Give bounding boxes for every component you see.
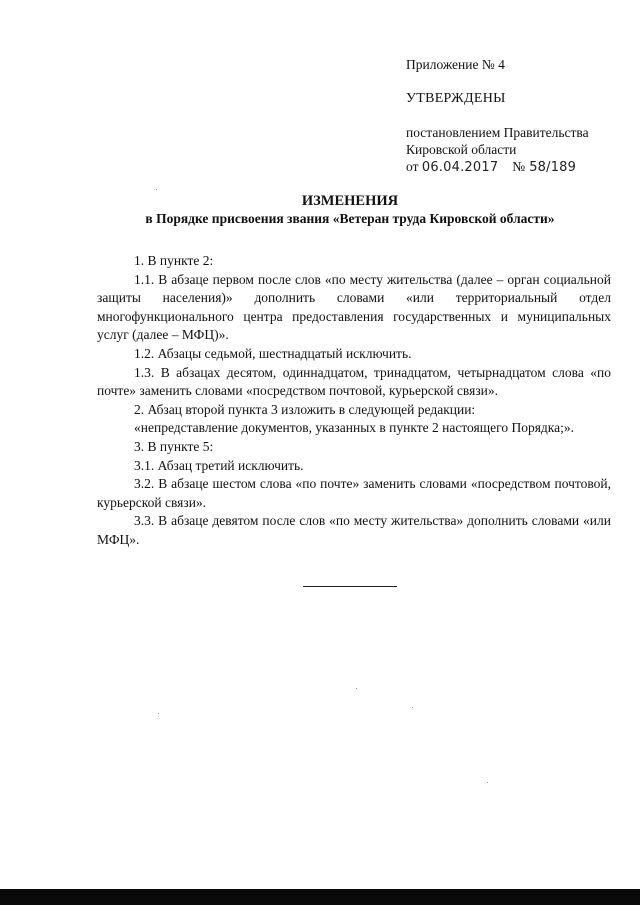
document-body	[97, 252, 611, 550]
document-subtitle: в Порядке присвоения звания «Ветеран труда Кировской области»	[145, 211, 555, 226]
end-divider	[303, 586, 397, 587]
paragraph: 1.2. Абзацы седьмой, шестнадцатый исключить.	[134, 345, 412, 361]
paragraph: 1.1. В абзаце первом после слов «по месту жительства (далее – орган социальной защиты населения)» дополнить словами «или территориальный отдел многофункционального центра предоставления государственных и муниципальных услуг (далее – МФЦ)».	[97, 271, 611, 343]
approved-by-line-1: постановлением Правительства	[406, 125, 589, 140]
paragraph: 3. В пункте 5:	[134, 438, 214, 454]
scan-speck	[356, 688, 357, 689]
approved-label: УТВЕРЖДЕНЫ	[406, 91, 506, 106]
paragraph: 2. Абзац второй пункта 3 изложить в следующей редакции:	[134, 401, 476, 417]
paragraph: «непредставление документов, указанных в пункте 2 настоящего Порядка;».	[134, 420, 575, 436]
scan-speck	[412, 707, 413, 708]
scan-speck	[156, 189, 157, 190]
number-sign: №	[512, 159, 526, 174]
paragraph: 3.1. Абзац третий исключить.	[134, 457, 304, 473]
paragraph: 3.3. В абзаце девятом после слов «по месту жительства» дополнить словами «или МФЦ».	[97, 513, 611, 547]
scan-bottom-edge	[0, 889, 640, 905]
date-prefix: от	[406, 159, 419, 174]
handwritten-date: 06.04.2017	[421, 160, 499, 175]
paragraph: 1.3. В абзацах десятом, одиннадцатом, тринадцатом, четырнадцатом слова «по почте» заменить словами «посредством почтовой, курьерской связи».	[97, 364, 611, 399]
document-title: ИЗМЕНЕНИЯ	[301, 193, 399, 209]
scan-speck	[487, 782, 488, 783]
paragraph: 3.2. В абзаце шестом слова «по почте» заменить словами «посредством почтовой, курьерской связи».	[97, 476, 611, 510]
scan-speck	[158, 713, 159, 714]
date-line	[406, 158, 626, 176]
approval-block	[406, 56, 626, 176]
approved-by-line-2: Кировской области	[406, 142, 517, 157]
appendix-label: Приложение № 4	[406, 57, 505, 72]
paragraph: 1. В пункте 2:	[134, 253, 214, 268]
handwritten-number: 58/189	[529, 160, 577, 175]
